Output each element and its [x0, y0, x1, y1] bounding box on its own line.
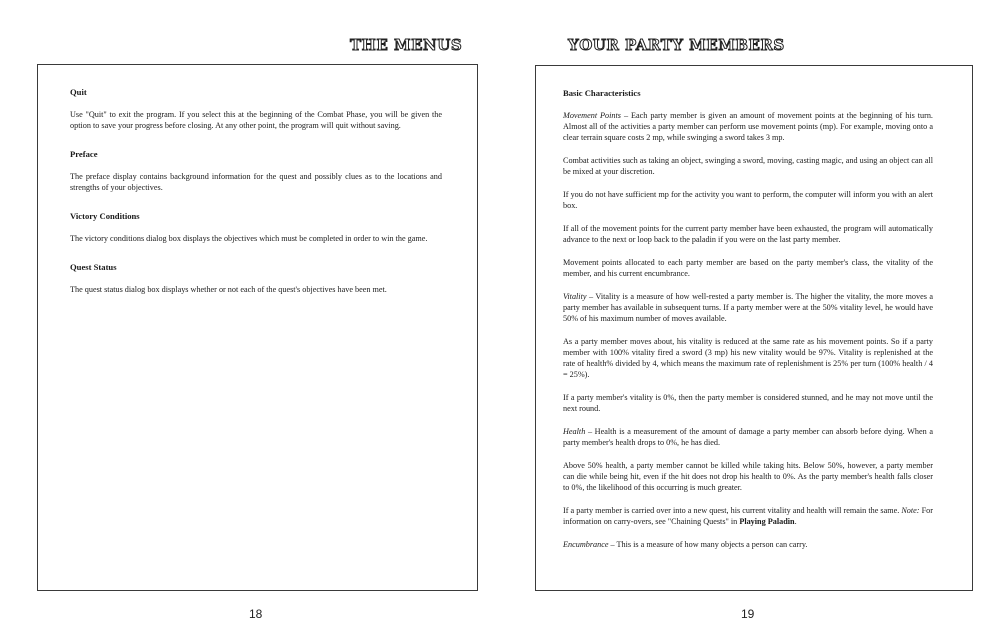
left-page-number: 18	[249, 607, 263, 621]
section-text: The victory conditions dialog box displays the objectives which must be completed in order to win the game.	[70, 234, 428, 243]
stunned-paragraph: If a party member's vitality is 0%, then the party member is considered stunned, and he may not move until the next round.	[563, 393, 933, 413]
section-preface	[70, 149, 442, 193]
exhausted-mp-paragraph: If all of the movement points for the current party member have been exhausted, the program will automatically advance to the next or loop back to the paladin if you were on the last party member.	[563, 224, 933, 244]
section-heading: Preface	[70, 149, 98, 159]
right-page-number: 19	[741, 607, 755, 621]
section-text: The preface display contains background information for the quest and possibly clues as to the locations and strengths of your objectives.	[70, 172, 442, 192]
insufficient-mp-paragraph: If you do not have sufficient mp for the activity you want to perform, the computer will inform you with an alert box.	[563, 190, 933, 210]
right-page-content	[563, 88, 933, 562]
vitality-reduction-paragraph: As a party member moves about, his vitality is reduced at the same rate as his movement points. So if a party member with 100% vitality fired a sword (3 mp) his new vitality would be 97%. Vitality is replenished at the rate of health% divided by 4, which means the maximum rate of replenishment is 25% per turn (100% health / 4 = 25%).	[563, 337, 933, 379]
section-text: Use "Quit" to exit the program. If you select this at the beginning of the Combat Phase, you will be given the option to save your progress before closing. At any other point, the program will quit without saving.	[70, 110, 442, 130]
encumbrance-paragraph	[563, 539, 933, 550]
term-encumbrance: Encumbrance	[563, 540, 609, 549]
paragraph-text: – Each party member is given an amount of movement points at the beginning of his turn. Almost all of the activities a party member can perform use movement points (mp). For example, moving onto a clear terrain square costs 2 mp, while swinging a sword takes 3 mp.	[563, 111, 933, 142]
carry-over-paragraph	[563, 505, 933, 527]
playing-paladin-reference: Playing Paladin	[739, 517, 795, 526]
note-label: Note:	[901, 506, 920, 515]
combat-activities-paragraph: Combat activities such as taking an object, swinging a sword, moving, casting magic, and using an object can all be mixed at your discretion.	[563, 156, 933, 176]
section-heading: Victory Conditions	[70, 211, 140, 221]
health-threshold-paragraph: Above 50% health, a party member cannot be killed while taking hits. Below 50%, however, a party member can die while being hit, even if the hit does not drop his health to 0%. As the party member's health falls closer to 0%, the likelihood of this occurring is much greater.	[563, 461, 933, 492]
vitality-paragraph	[563, 291, 933, 324]
basic-characteristics-heading: Basic Characteristics	[563, 88, 641, 98]
section-quit	[70, 87, 442, 131]
section-text: The quest status dialog box displays whether or not each of the quest's objectives have been met.	[70, 285, 387, 294]
paragraph-text: .	[794, 517, 797, 526]
paragraph-text: – This is a measure of how many objects a person can carry.	[608, 540, 808, 549]
left-page-content	[70, 87, 442, 313]
paragraph-text: If a party member is carried over into a new quest, his current vitality and health will remain the same.	[563, 506, 902, 515]
paragraph-text: For information on carry-overs, see "Chaining Quests" in	[563, 506, 933, 526]
movement-points-paragraph	[563, 110, 933, 143]
paragraph-text: – Vitality is a measure of how well-rested a party member is. The higher the vitality, the more moves a party member has available in subsequent turns. If a party member were at the 50% vitality level, he would have 50% of his maximum number of moves available.	[563, 292, 933, 323]
section-heading: Quest Status	[70, 262, 117, 272]
section-quest-status	[70, 262, 442, 295]
left-page-title: THE MENUS	[350, 36, 463, 54]
health-paragraph	[563, 426, 933, 448]
right-page-title: YOUR PARTY MEMBERS	[568, 36, 785, 54]
term-movement-points: Movement Points	[563, 111, 621, 120]
section-heading: Quit	[70, 87, 87, 97]
paragraph-text: – Health is a measurement of the amount of damage a party member can absorb before dying. When a party member's health drops to 0%, he has died.	[563, 427, 933, 447]
term-vitality: Vitality	[563, 292, 587, 301]
term-health: Health	[563, 427, 586, 436]
mp-allocation-paragraph: Movement points allocated to each party member are based on the party member's class, the vitality of the member, and his current encumbrance.	[563, 258, 933, 278]
section-victory-conditions	[70, 211, 442, 244]
